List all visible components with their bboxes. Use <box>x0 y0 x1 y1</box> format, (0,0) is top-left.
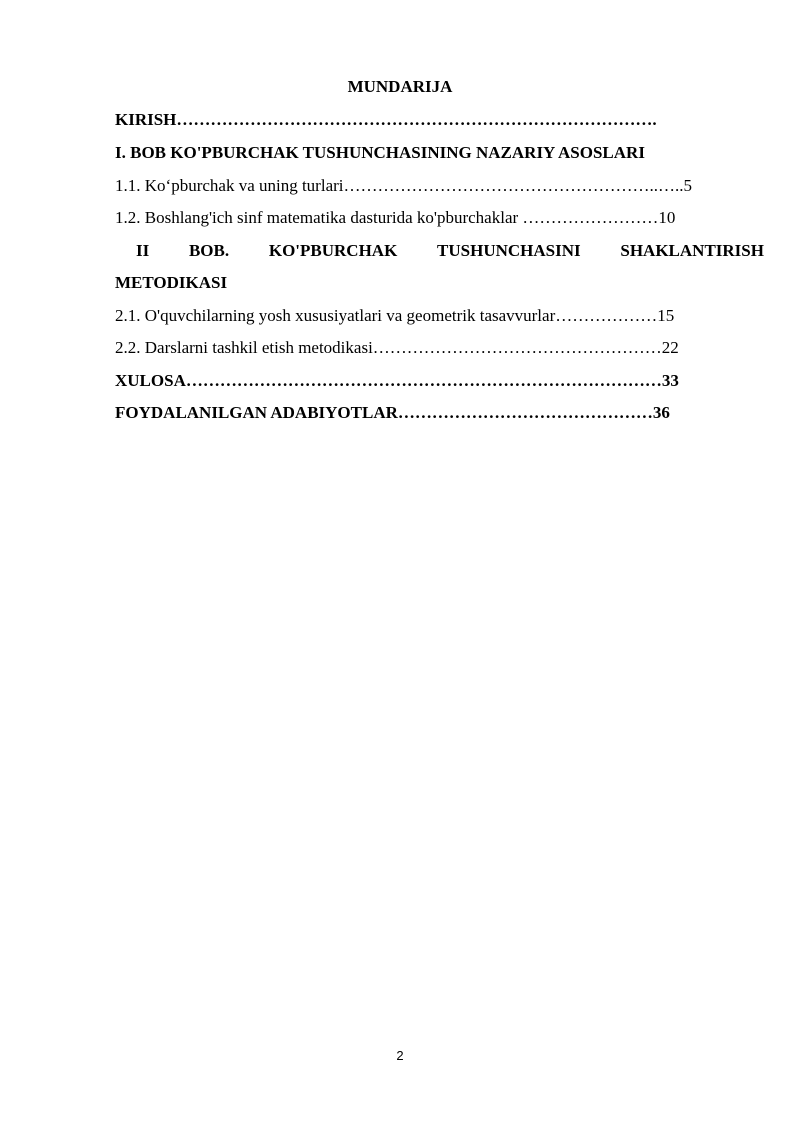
toc-entry-xulosa: XULOSA…………………………………………………………………………33 <box>115 371 679 390</box>
toc-entry-chapter-2-cont: METODIKASI <box>115 273 228 292</box>
toc-entry-chapter-1: I. BOB KO'PBURCHAK TUSHUNCHASINING NAZARIY ASOSLARI <box>115 143 645 162</box>
chapter-2-word: SHAKLANTIRISH <box>620 241 764 260</box>
toc-title: MUNDARIJA <box>347 77 453 96</box>
page-number: 2 <box>396 1048 404 1063</box>
toc-entry-adabiyotlar: FOYDALANILGAN ADABIYOTLAR………………………………………36 <box>115 403 670 422</box>
toc-entry-1-1: 1.1. Koʻpburchak va uning turlari………………………………………………..…..5 <box>115 176 692 195</box>
chapter-2-word: TUSHUNCHASINI <box>437 241 581 260</box>
toc-entry-chapter-2 <box>136 240 764 262</box>
chapter-2-word: KO'PBURCHAK <box>268 241 398 260</box>
toc-entry-2-2: 2.2. Darslarni tashkil etish metodikasi……………………………………………22 <box>115 338 679 357</box>
chapter-2-word: BOB. <box>188 241 230 260</box>
toc-entry-2-1: 2.1. O'quvchilarning yosh xususiyatlari va geometrik tasavvurlar………………15 <box>115 306 675 325</box>
chapter-2-word: II <box>136 241 150 260</box>
toc-entry-kirish: KIRISH…………………………………………………………………………. <box>115 110 657 129</box>
toc-entry-1-2: 1.2. Boshlang'ich sinf matematika dasturida ko'pburchaklar ……………………10 <box>115 208 676 227</box>
